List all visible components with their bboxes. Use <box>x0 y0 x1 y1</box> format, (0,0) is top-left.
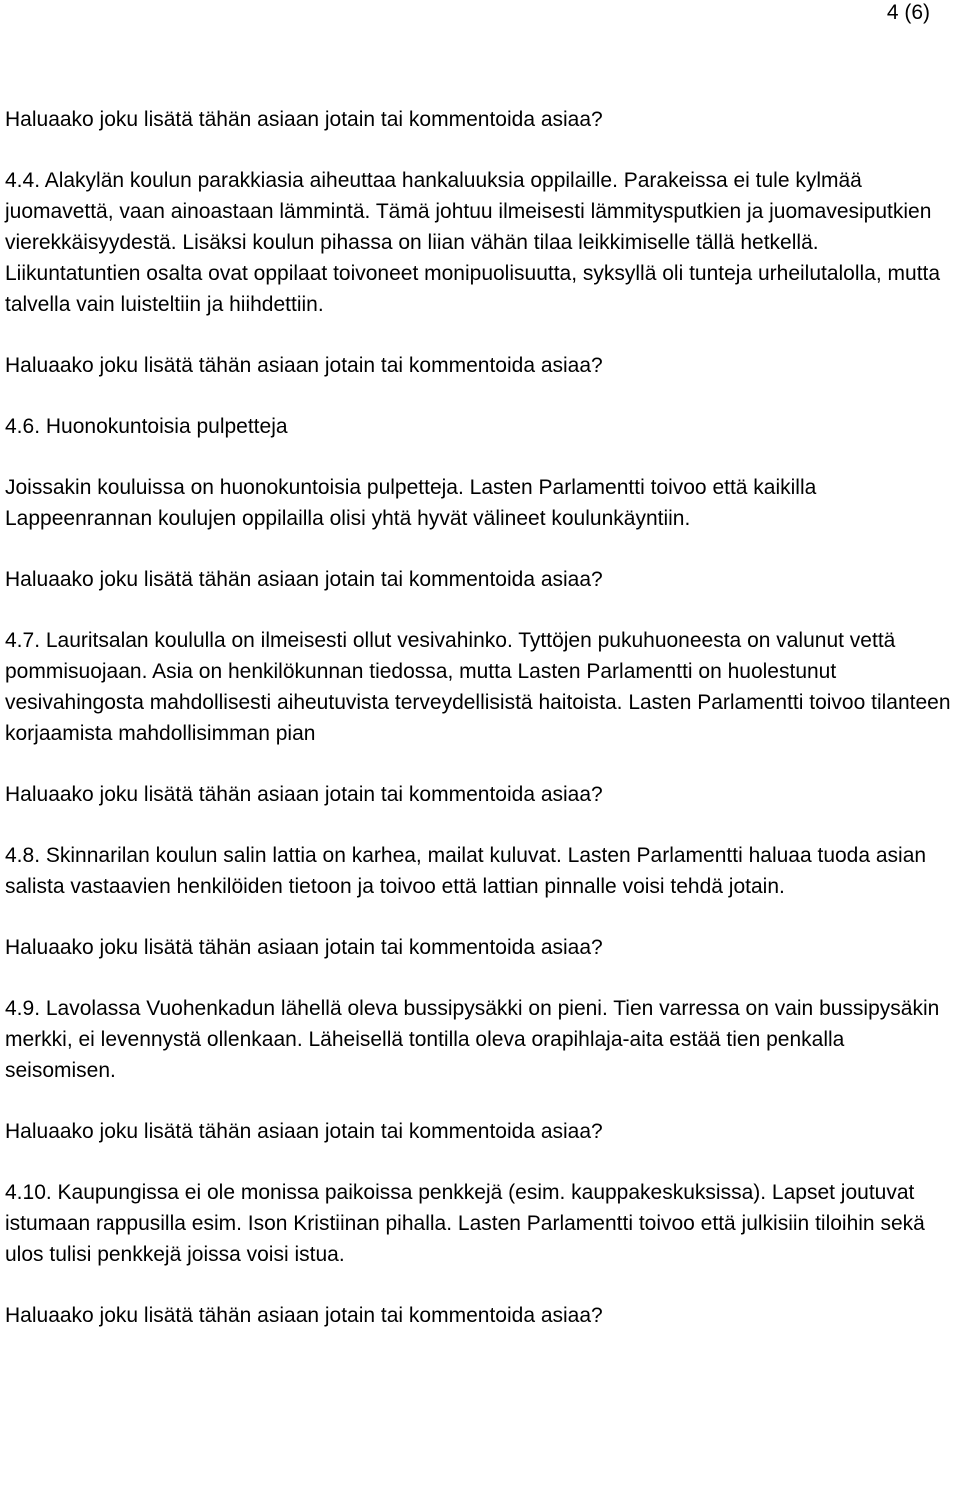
section-4-6-text: Joissakin kouluissa on huonokuntoisia pulpetteja. Lasten Parlamentti toivoo että kaikilla Lappeenrannan koulujen oppilailla olisi yhtä hyvät välineet koulunkäyntiin. <box>5 476 817 530</box>
section-4-9 <box>5 993 955 1086</box>
section-4-9-text: 4.9. Lavolassa Vuohenkadun lähellä oleva bussipysäkki on pieni. Tien varressa on vain bussipysäkin merkki, ei levennystä ollenkaan. Läheisellä tontilla oleva orapihlaja-aita estää tien penkalla seisomisen. <box>5 997 940 1082</box>
section-4-7 <box>5 625 955 749</box>
section-4-7-text: 4.7. Lauritsalan koululla on ilmeisesti ollut vesivahinko. Tyttöjen pukuhuoneesta on valunut vettä pommisuojaan. Asia on henkilökunnan tiedossa, mutta Lasten Parlamentti on huolestunut vesivahingosta mahdollisesti aiheutuvista terveydellisistä haitoista. Lasten Parlamentti toivoo tilanteen korjaamista mahdollisimman pian <box>5 629 951 745</box>
section-4-10-text: 4.10. Kaupungissa ei ole monissa paikoissa penkkejä (esim. kauppakeskuksissa). Lapset joutuvat istumaan rappusilla esim. Ison Kristiinan pihalla. Lasten Parlamentti toivoo että julkisiin tiloihin sekä ulos tulisi penkkejä joissa voisi istua. <box>5 1181 925 1266</box>
section-4-4-text: 4.4. Alakylän koulun parakkiasia aiheuttaa hankaluuksia oppilaille. Parakeissa ei tule kylmää juomavettä, vaan ainoastaan lämmintä. Tämä johtuu ilmeisesti lämmitysputkien ja juomavesiputkien vierekkäisyydestä. Lisäksi koulun pihassa on liian vähän tilaa leikkimiselle tällä hetkellä. Liikuntatuntien osalta ovat oppilaat toivoneet monipuolisuutta, syksyllä oli tunteja urheilutalolla, mutta talvella vain luisteltiin ja hiihdettiin. <box>5 169 941 316</box>
comment-question: Haluaako joku lisätä tähän asiaan jotain tai kommentoida asiaa? <box>5 936 603 959</box>
comment-question: Haluaako joku lisätä tähän asiaan jotain tai kommentoida asiaa? <box>5 108 603 131</box>
section-4-8-text: 4.8. Skinnarilan koulun salin lattia on karhea, mailat kuluvat. Lasten Parlamentti haluaa tuoda asian salista vastaavien henkilöiden tietoon ja toivoo että lattian pinnalle voisi tehdä jotain. <box>5 844 927 898</box>
comment-question: Haluaako joku lisätä tähän asiaan jotain tai kommentoida asiaa? <box>5 568 603 591</box>
section-4-4 <box>5 165 955 320</box>
section-4-6-heading: 4.6. Huonokuntoisia pulpetteja <box>5 415 288 438</box>
comment-question: Haluaako joku lisätä tähän asiaan jotain tai kommentoida asiaa? <box>5 783 603 806</box>
section-4-6 <box>5 411 955 534</box>
comment-question: Haluaako joku lisätä tähän asiaan jotain tai kommentoida asiaa? <box>5 1304 603 1327</box>
comment-question: Haluaako joku lisätä tähän asiaan jotain tai kommentoida asiaa? <box>5 354 603 377</box>
document-body <box>5 104 955 1361</box>
page-number: 4 (6) <box>886 1 930 24</box>
comment-question: Haluaako joku lisätä tähän asiaan jotain tai kommentoida asiaa? <box>5 1120 603 1143</box>
section-4-10 <box>5 1177 955 1270</box>
section-4-8 <box>5 840 955 902</box>
